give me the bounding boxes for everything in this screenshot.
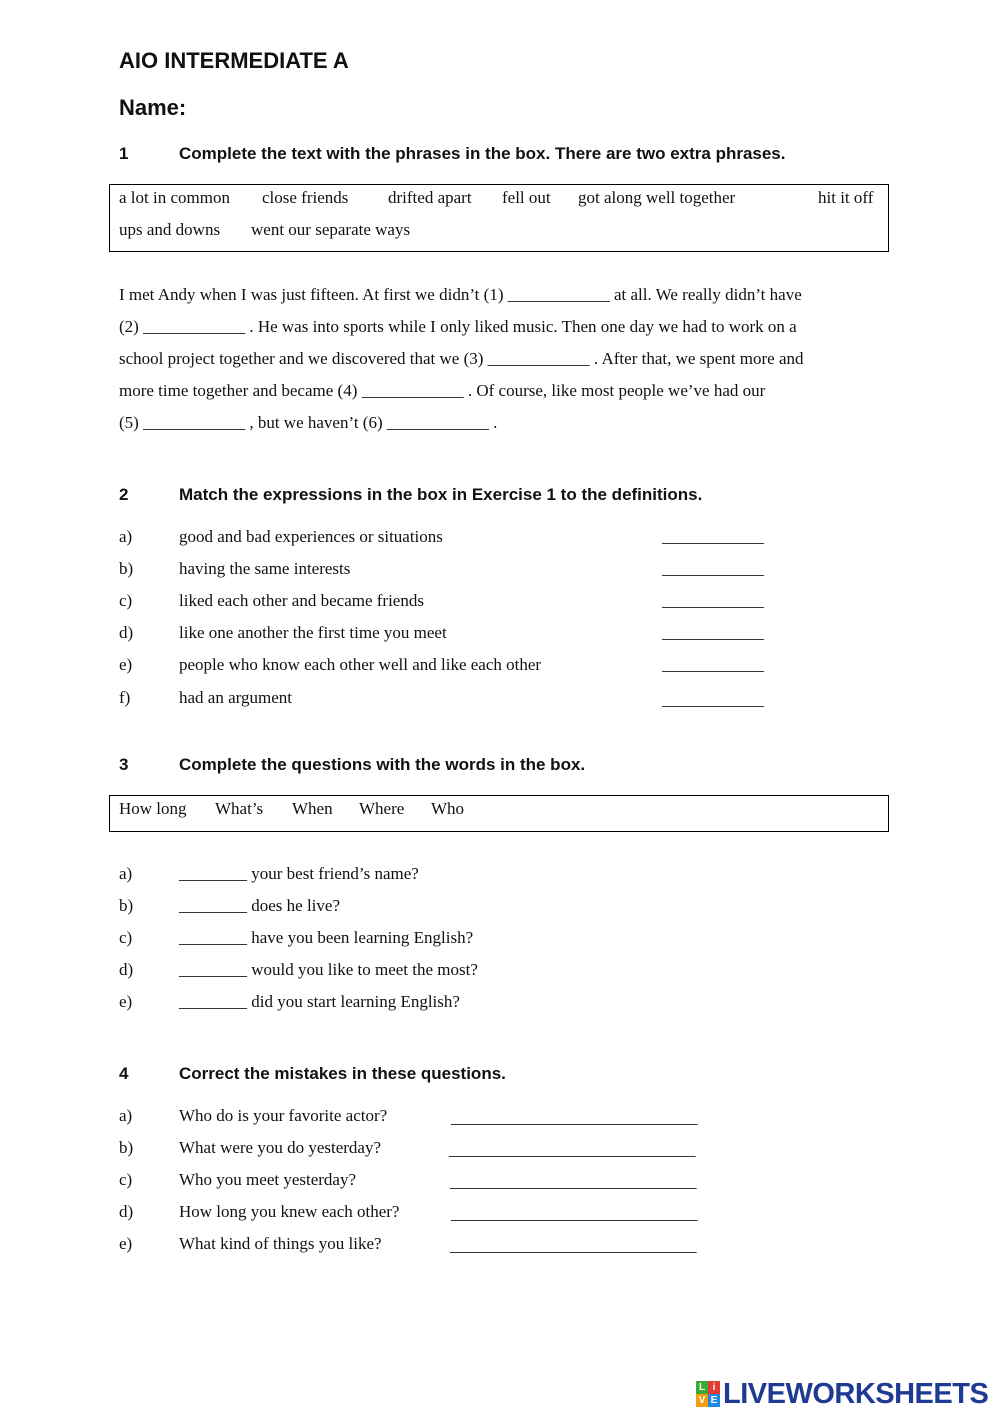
ex4-answer-blank[interactable]: _____________________________ bbox=[450, 1172, 697, 1191]
ex2-answer-blank[interactable]: ____________ bbox=[662, 655, 764, 674]
ex2-item-letter: f) bbox=[119, 688, 131, 707]
ex2-answer-blank[interactable]: ____________ bbox=[662, 591, 764, 610]
phrase-item: close friends bbox=[262, 188, 349, 207]
ex3-instruction: Complete the questions with the words in the box. bbox=[179, 755, 586, 774]
ex2-answer-blank[interactable]: ____________ bbox=[662, 527, 764, 546]
ex3-item-letter: b) bbox=[119, 896, 134, 915]
ex3-item-text: ________ your best friend’s name? bbox=[179, 864, 419, 883]
word-item: Where bbox=[359, 799, 405, 818]
phrase-item: went our separate ways bbox=[251, 220, 411, 239]
word-item: When bbox=[292, 799, 333, 818]
ex2-number: 2 bbox=[119, 485, 129, 504]
word-item: How long bbox=[119, 799, 187, 818]
ex4-item-text: What were you do yesterday? bbox=[179, 1138, 382, 1157]
ex4-answer-blank[interactable]: _____________________________ bbox=[451, 1108, 698, 1127]
phrase-item: hit it off bbox=[818, 188, 874, 207]
ex2-instruction: Match the expressions in the box in Exercise 1 to the definitions. bbox=[179, 485, 703, 504]
ex3-item-letter: e) bbox=[119, 992, 133, 1011]
ex3-item-letter: d) bbox=[119, 960, 134, 979]
ex2-item-text: liked each other and became friends bbox=[179, 591, 424, 610]
ex3-item-letter: c) bbox=[119, 928, 133, 947]
ex4-item-letter: a) bbox=[119, 1106, 133, 1125]
ex4-answer-blank[interactable]: _____________________________ bbox=[451, 1204, 698, 1223]
ex1-paragraph-line: more time together and became (4) ____________ . Of course, like most people we’ve had our bbox=[119, 381, 766, 400]
logo-wordmark: LIVEWORKSHEETS bbox=[723, 1378, 989, 1410]
phrase-item: got along well together bbox=[578, 188, 736, 207]
ex4-number: 4 bbox=[119, 1064, 129, 1083]
ex2-item-letter: b) bbox=[119, 559, 134, 578]
phrase-item: fell out bbox=[502, 188, 551, 207]
ex2-answer-blank[interactable]: ____________ bbox=[662, 623, 764, 642]
ex4-item-text: How long you knew each other? bbox=[179, 1202, 400, 1221]
ex3-word-box bbox=[109, 795, 889, 832]
logo-mark-icon: L i V E bbox=[696, 1381, 720, 1407]
ex4-item-text: Who do is your favorite actor? bbox=[179, 1106, 388, 1125]
ex2-item-letter: c) bbox=[119, 591, 133, 610]
ex3-item-text: ________ would you like to meet the most? bbox=[179, 960, 478, 979]
phrase-item: a lot in common bbox=[119, 188, 230, 207]
ex4-answer-blank[interactable]: _____________________________ bbox=[449, 1140, 696, 1159]
worksheet-title: AIO INTERMEDIATE A bbox=[119, 48, 349, 73]
ex2-item-text: having the same interests bbox=[179, 559, 351, 578]
ex4-item-text: Who you meet yesterday? bbox=[179, 1170, 357, 1189]
ex2-answer-blank[interactable]: ____________ bbox=[662, 690, 764, 709]
word-item: Who bbox=[431, 799, 465, 818]
ex2-item-letter: d) bbox=[119, 623, 134, 642]
ex2-item-text: good and bad experiences or situations bbox=[179, 527, 443, 546]
ex1-paragraph-line: (5) ____________ , but we haven’t (6) ____________ . bbox=[119, 413, 498, 432]
ex4-item-letter: d) bbox=[119, 1202, 134, 1221]
ex4-answer-blank[interactable]: _____________________________ bbox=[450, 1236, 697, 1255]
ex3-item-text: ________ have you been learning English? bbox=[179, 928, 474, 947]
name-label: Name: bbox=[119, 95, 187, 120]
ex2-item-letter: a) bbox=[119, 527, 133, 546]
ex1-paragraph-line: school project together and we discovered that we (3) ____________ . After that, we spent more and bbox=[119, 349, 804, 368]
ex2-item-letter: e) bbox=[119, 655, 133, 674]
ex4-item-text: What kind of things you like? bbox=[179, 1234, 382, 1253]
ex2-item-text: had an argument bbox=[179, 688, 292, 707]
word-item: What’s bbox=[215, 799, 264, 818]
ex2-item-text: like one another the first time you meet bbox=[179, 623, 447, 642]
ex1-number: 1 bbox=[119, 144, 129, 163]
ex3-item-letter: a) bbox=[119, 864, 133, 883]
ex3-number: 3 bbox=[119, 755, 129, 774]
ex4-item-letter: c) bbox=[119, 1170, 133, 1189]
ex1-paragraph-line: I met Andy when I was just fifteen. At first we didn’t (1) ____________ at all. We really didn’t have bbox=[119, 285, 802, 304]
ex4-item-letter: e) bbox=[119, 1234, 133, 1253]
ex2-item-text: people who know each other well and like each other bbox=[179, 655, 542, 674]
ex1-instruction: Complete the text with the phrases in the box. There are two extra phrases. bbox=[179, 144, 786, 163]
ex1-phrase-box bbox=[109, 184, 889, 252]
ex1-paragraph-line: (2) ____________ . He was into sports while I only liked music. Then one day we had to work on a bbox=[119, 317, 797, 336]
ex4-item-letter: b) bbox=[119, 1138, 134, 1157]
ex2-answer-blank[interactable]: ____________ bbox=[662, 559, 764, 578]
phrase-item: ups and downs bbox=[119, 220, 221, 239]
ex3-item-text: ________ does he live? bbox=[179, 896, 340, 915]
ex4-instruction: Correct the mistakes in these questions. bbox=[179, 1064, 506, 1083]
ex3-item-text: ________ did you start learning English? bbox=[179, 992, 460, 1011]
phrase-item: drifted apart bbox=[388, 188, 472, 207]
